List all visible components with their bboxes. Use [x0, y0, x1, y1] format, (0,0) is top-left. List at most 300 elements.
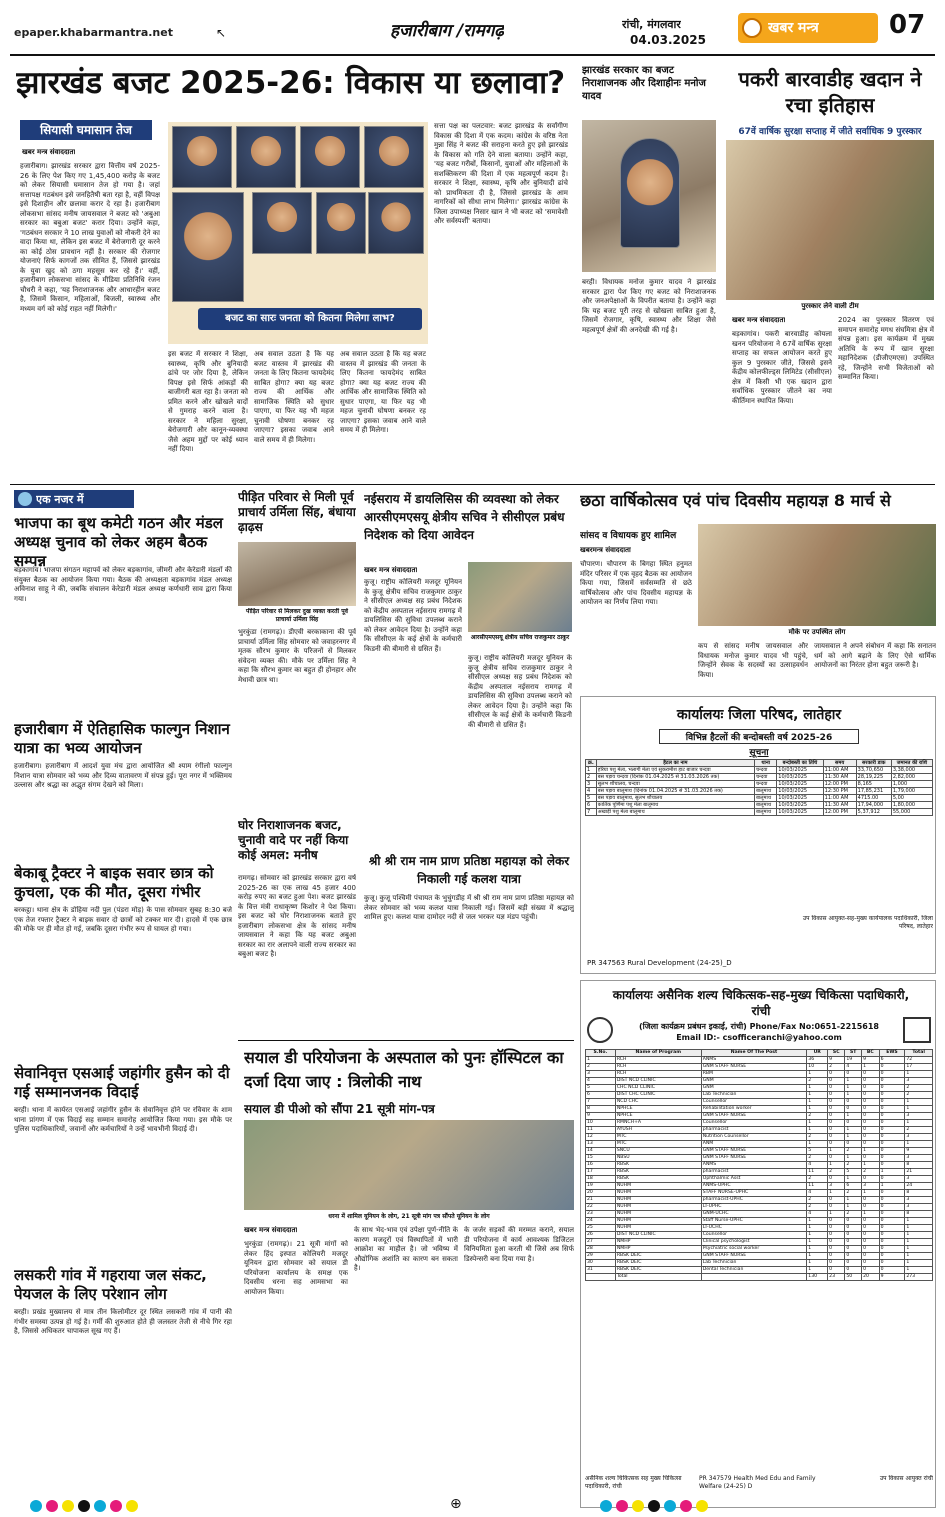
table-row [586, 1085, 933, 1092]
table-row [586, 1176, 933, 1183]
table-cell: 0 [879, 1106, 905, 1113]
table-cell: 30 [586, 1260, 616, 1267]
table-cell: NPHCE [615, 1106, 701, 1113]
table-cell: 0 [862, 1120, 880, 1127]
table-cell: 25 [586, 1225, 616, 1232]
table-cell: 1 [905, 1232, 933, 1239]
table-row [586, 1225, 933, 1232]
chhath-byline: खबरमन्त्र संवाददाता [580, 546, 631, 554]
table-cell: 0 [828, 1085, 845, 1092]
table-cell: 21 [586, 1197, 616, 1204]
table-cell: बालूमाथ [755, 802, 777, 809]
photo-caption-bar: बजट का सारः जनता को कितना मिलेगा लाभ? [198, 308, 422, 330]
table-row [586, 1204, 933, 1211]
table-cell: 9 [862, 1057, 880, 1064]
table-row [586, 795, 933, 802]
table-cell: 0 [845, 1071, 862, 1078]
table-header-cell: Name Of The Post [701, 1050, 807, 1057]
table-cell: 7 [586, 809, 597, 816]
table-cell: 2 [586, 774, 597, 781]
table-cell: 1 [862, 1190, 880, 1197]
table-cell: 0 [862, 1106, 880, 1113]
table-cell: 0 [879, 1113, 905, 1120]
notice2-email[interactable]: Email ID:- csofficeranchi@yahoo.com [676, 1033, 842, 1042]
table-cell: 8 [905, 1190, 933, 1197]
table-cell: 0 [862, 1218, 880, 1225]
table-cell: 1 [586, 767, 597, 774]
table-cell: 2 [905, 1085, 933, 1092]
notice-civil-surgeon [580, 980, 936, 1508]
table-header-cell: समय [823, 760, 856, 767]
politician-photo [172, 192, 244, 302]
table-cell: 0 [862, 1197, 880, 1204]
table-cell: 2 [807, 1078, 828, 1085]
lead-column-1: हजारीबाग। झारखंड सरकार द्वारा वित्तीय वर्ष 2025-26 के लिए पेश किए गए 1,45,400 करोड़ के बजट को लेकर सियासी घमासान तेज हो गया है। जहां सत्तापक्ष गठबंधन इसे जनहितैषी बता रहा है, वहीं विपक्ष इसे दिशाहीन और छलावा करार दे रहा है। हजारीबाग लोकसभा सांसद मनीष जायसवाल ने बजट को 'अबुआ सरकार का बबुआ बजट' करार दिया। उन्होंने कहा, 'गठबंधन सरकार ने 10 लाख युवाओं को नौकरी देने का वादा किया था, लेकिन इस बजट में बेरोजगारी दूर करने का कोई ठोस प्रावधान नहीं है। सरकार की रोजगार योजनाएं सिर्फ कागजों तक सीमित हैं, जिससे झारखंड के युवा खुद को ठगा महसूस कर रहे हैं।' वहीं, हजारीबाग लोकसभा सांसद के मीडिया प्रतिनिधि रंजन चौधरी ने कहा, 'यह निराशाजनक और आधारहीन बजट है, जिसमें किसान, महिलाओं, बिजली, स्वास्थ्य और मध्यम वर्ग को कोई राहत नहीं मिलेगी।' [20, 162, 160, 313]
table-cell: 0 [828, 1176, 845, 1183]
ek-nazar-tag [14, 490, 134, 508]
table-cell: 1 [807, 1218, 828, 1225]
table-cell: 1 [905, 1253, 933, 1260]
table-row [586, 1197, 933, 1204]
table-row [586, 1078, 933, 1085]
table-cell: 1 [807, 1239, 828, 1246]
table-cell: 21 [905, 1169, 933, 1176]
table-cell: 28,19,225 [856, 774, 891, 781]
table-cell: GNM STAFF NURSE [701, 1113, 807, 1120]
table-cell: 11 [807, 1169, 828, 1176]
table-cell: 1 [845, 1176, 862, 1183]
politician-photo [316, 192, 366, 254]
side-body: बरही। विधायक मनोज कुमार यादव ने झारखंड सरकार द्वारा पेश किए गए बजट को निराशाजनक और जनअपेक्षाओं के विपरीत बताया है। उन्होंने कहा कि यह बजट पूरी तरह से खोखला साबित हुआ है, जिसमें रोजगार, कृषि, स्वास्थ्य और शिक्षा जैसे महत्वपूर्ण क्षेत्रों की अनदेखी की गई है। [582, 278, 716, 334]
table-cell: 0 [879, 1225, 905, 1232]
table-cell: 1 [845, 1127, 862, 1134]
table-cell: 0 [879, 1197, 905, 1204]
pakri-headline: पकरी बारवाडीह खदान ने रचा इतिहास [738, 67, 922, 117]
table-cell: 20 [586, 1190, 616, 1197]
table-cell: 0 [879, 1232, 905, 1239]
table-cell: NCD CHC [615, 1099, 701, 1106]
table-row [586, 1113, 933, 1120]
notice1-subtitle: सूचना [749, 748, 769, 758]
table-cell: SNCU [615, 1148, 701, 1155]
table-cell: 6 [879, 1057, 905, 1064]
table-cell: 1 [807, 1085, 828, 1092]
table-cell: 4 [845, 1064, 862, 1071]
table-cell: 15 [586, 1155, 616, 1162]
table-cell: 0 [828, 1239, 845, 1246]
table-cell: RBM [701, 1071, 807, 1078]
table-cell: 0 [879, 1190, 905, 1197]
table-cell: 17,94,000 [856, 802, 891, 809]
table-cell: 2 [905, 1127, 933, 1134]
table-cell: 11:00 AM [823, 795, 856, 802]
table-cell: 10/03/2025 [777, 795, 823, 802]
notice-zila-parishad [580, 696, 936, 974]
table-cell: 0 [879, 1246, 905, 1253]
table-cell: 1 [845, 1155, 862, 1162]
table-cell: 1 [905, 1218, 933, 1225]
table-cell: 0 [828, 1260, 845, 1267]
table-cell: RBSK [615, 1176, 701, 1183]
table-cell: 0 [828, 1106, 845, 1113]
table-cell: Counsellor [701, 1099, 807, 1106]
table-cell: 0 [828, 1134, 845, 1141]
table-cell: 3 [905, 1113, 933, 1120]
table-cell: 9 [828, 1057, 845, 1064]
table-cell: RBSK DEIC [615, 1260, 701, 1267]
table-cell: अखाड़ी पशु मेला बालूमाथ [596, 809, 754, 816]
table-header-cell: SC [828, 1050, 845, 1057]
table-cell: 0 [828, 1099, 845, 1106]
side-story-manoj [580, 62, 720, 482]
table-cell: 1 [807, 1127, 828, 1134]
table-row [586, 1232, 933, 1239]
table-row [586, 1127, 933, 1134]
table-cell: 4 [807, 1211, 828, 1218]
table-cell: RCH [615, 1071, 701, 1078]
table-cell: 1 [905, 1225, 933, 1232]
nhm-logo-icon [903, 1017, 931, 1043]
table-cell: सुलभ शौचालय, चन्दवा [596, 781, 754, 788]
table-row [586, 1155, 933, 1162]
table-row [586, 1064, 933, 1071]
table-cell: 1 [845, 1092, 862, 1099]
table-cell: 1 [845, 1078, 862, 1085]
table-cell: 0 [862, 1092, 880, 1099]
table-cell: 4715.00 [856, 795, 891, 802]
table-cell: 2 [807, 1197, 828, 1204]
table-cell: 2 [845, 1190, 862, 1197]
table-cell: 23 [586, 1211, 616, 1218]
sayal-photo [244, 1120, 574, 1210]
politician-photo [368, 192, 424, 254]
table-row [586, 1141, 933, 1148]
table-cell: 72 [905, 1057, 933, 1064]
jharkhand-seal-icon [587, 1017, 613, 1043]
table-cell: 0 [879, 1267, 905, 1274]
table-cell: 11:00 AM [823, 767, 856, 774]
table-row [586, 1190, 933, 1197]
table-cell: 1 [905, 1071, 933, 1078]
table-cell: 0 [879, 1162, 905, 1169]
table-cell: 2 [807, 1176, 828, 1183]
table-cell: Dental Technician [701, 1267, 807, 1274]
table-cell: DIST NCD CLINIC [615, 1232, 701, 1239]
table-cell: 1,79,000 [891, 788, 932, 795]
table-header-cell: थाना [755, 760, 777, 767]
table-cell: 16 [586, 1162, 616, 1169]
table-cell: चन्दवा [755, 774, 777, 781]
notice1-office: कार्यालयः जिला परिषद, लातेहार [676, 707, 842, 723]
table-cell: 17 [586, 1169, 616, 1176]
urmila-headline: पीड़ित परिवार से मिली पूर्व प्राचार्य उर्मिला सिंह, बंधाया ढ़ाढ़स [238, 490, 356, 534]
table-cell: 1 [807, 1071, 828, 1078]
table-cell: DIST CHC CLINIC [615, 1092, 701, 1099]
table-row [586, 1057, 933, 1064]
table-cell: 0 [845, 1253, 862, 1260]
table-cell: 6 [586, 1092, 616, 1099]
table-cell: 1 [862, 1148, 880, 1155]
table-row [586, 1183, 933, 1190]
table-cell: 0 [862, 1071, 880, 1078]
table-cell: 18 [586, 1176, 616, 1183]
table-row [586, 809, 933, 816]
table-cell: 1 [905, 1120, 933, 1127]
chhath-photo [698, 524, 936, 626]
table-cell: Counsellor [701, 1232, 807, 1239]
table-row [586, 1260, 933, 1267]
table-cell: 0 [828, 1078, 845, 1085]
table-cell: 2 [828, 1169, 845, 1176]
table-cell: बस पड़ाव बालूमाथ, सुलभ शौचालय [596, 795, 754, 802]
table-cell: 1 [828, 1190, 845, 1197]
table-cell: 10/03/2025 [777, 774, 823, 781]
table-cell: 33,70,650 [856, 767, 891, 774]
lead-byline: खबर मन्त्र संवाददाता [22, 148, 76, 156]
table-cell: CHC NCD CLINIC [615, 1085, 701, 1092]
table-cell: 8 [586, 1106, 616, 1113]
table-cell: 10 [807, 1064, 828, 1071]
table-cell: 0 [879, 1204, 905, 1211]
table-cell: 22 [586, 1204, 616, 1211]
table-cell: 11 [807, 1183, 828, 1190]
table-cell: 7 [586, 1099, 616, 1106]
table-row [586, 1169, 933, 1176]
rajkumar-photo [468, 562, 572, 632]
table-cell: 0 [845, 1225, 862, 1232]
table-cell: 1 [828, 1162, 845, 1169]
table-cell: GNM [701, 1078, 807, 1085]
table-cell: 5 [586, 795, 597, 802]
table-cell: 12:00 PM [823, 809, 856, 816]
table-cell: 0 [879, 1260, 905, 1267]
politician-photo [252, 192, 312, 254]
lead-column-3: अब सवाल उठता है कि यह बजट वास्तव में झारखंड की जनता के लिए कितना फायदेमंद साबित होगा? क्या यह बजट राज्य की आर्थिक और सामाजिक स्थिति को सुधार पाएगा, या फिर यह भी महज चुनावी घोषणा बनकर रह जाएगा? इसका जवाब आने वाले समय में ही मिलेगा। [254, 350, 334, 444]
table-cell: 1 [879, 1183, 905, 1190]
table-row [586, 1274, 933, 1281]
table-cell: Total [615, 1274, 701, 1281]
table-cell: NUHM [615, 1183, 701, 1190]
crosshair-icon: ⊕ [450, 1496, 462, 1512]
brand-emblem-icon [742, 18, 762, 38]
table-cell: 0 [845, 1267, 862, 1274]
table-cell: 0 [845, 1239, 862, 1246]
lead-column-5: सत्ता पक्ष का पलटवार: बजट झारखंड के सर्वांगीण विकास की दिशा में एक कदम। कांग्रेस के वरिष्ठ नेता मुन्ना सिंह ने बजट की सराहना करते हुए इसे झारखंड के विकास को गति देने वाला बताया। उन्होंने कहा, 'यह बजट गरीबों, किसानों, युवाओं और महिलाओं के सशक्तिकरण की दिशा में एक महत्वपूर्ण कदम है। सरकार ने शिक्षा, स्वास्थ्य, कृषि और बुनियादी ढांचे को प्राथमिकता दी है, जिससे झारखंड के आम नागरिकों को सीधा लाभ मिलेगा।' झारखंड कांग्रेस के जिला उपाध्यक्ष निसार खान ने भी बजट को 'समावेशी और सर्वस्पर्शी' बताया। [434, 122, 568, 225]
table-cell: 0 [828, 1155, 845, 1162]
table-header-cell: जमानत की राशि [891, 760, 932, 767]
table-cell: 2 [807, 1155, 828, 1162]
table-cell: 4 [586, 788, 597, 795]
table-cell: 3 [905, 1155, 933, 1162]
manish-headline: घोर निराशाजनक बजट, चुनावी वादे पर नहीं किया कोई अमल: मनीष [238, 818, 349, 862]
table-cell: RBSK DEIC [615, 1267, 701, 1274]
urmila-caption: पीड़ित परिवार से मिलकर दुख व्यक्त करतीं पूर्व प्राचार्या उर्मिला सिंह [246, 608, 348, 623]
table-cell: STAFF NURSE-UPHC [701, 1190, 807, 1197]
table-cell: 1 [905, 1267, 933, 1274]
table-cell: 1 [905, 1099, 933, 1106]
tractor-body: बरकट्ठा। थाना क्षेत्र के डोहिया नदी पुल (पंडरा मोड़) के पास सोमवार सुबह 8:30 बजे एक तेज रफ्तार ट्रैक्टर ने बाइक सवार दो छात्रों को टक्कर मार दी। हादसे में एक छात्र की मौके पर ही मौत हो गई, जबकि दूसरा गंभीर रूप से घायल हो गया। [14, 906, 232, 933]
table-cell: 1,80,000 [891, 802, 932, 809]
table-cell: DIST NCD CLINIC [615, 1078, 701, 1085]
table-cell: 14 [586, 1148, 616, 1155]
table-cell: 0 [828, 1120, 845, 1127]
pakri-subhead: 67वें वार्षिक सुरक्षा सप्ताह में जीते सर्वाधिक 9 पुरस्कार [738, 127, 922, 137]
lead-column-4: अब सवाल उठता है कि यह बजट वास्तव में झारखंड की जनता के लिए कितना फायदेमंद साबित होगा? क्या यह बजट राज्य की आर्थिक और सामाजिक स्थिति को सुधार पाएगा, या फिर यह भी महज चुनावी घोषणा बनकर रह जाएगा? इसका जवाब आने वाले समय में ही मिलेगा। [340, 350, 426, 434]
table-header-cell: सरकारी डाक [856, 760, 891, 767]
table-header-cell: हैटल का नाम [596, 760, 754, 767]
table-cell: 0 [828, 1246, 845, 1253]
table-cell: 1 [807, 1106, 828, 1113]
table-cell: 1 [807, 1120, 828, 1127]
table-cell: 1 [807, 1232, 828, 1239]
table-cell: 23 [828, 1274, 845, 1281]
table-cell: 1 [905, 1260, 933, 1267]
table-cell: 2 [586, 1064, 616, 1071]
table-cell: बालूमाथ [755, 795, 777, 802]
table-cell: pharmacist-UPHC [701, 1197, 807, 1204]
table-cell: NUHM [615, 1211, 701, 1218]
table-cell: RBSK [615, 1162, 701, 1169]
retire-headline: सेवानिवृत्त एसआई जहांगीर हुसैन को दी गई सम्मानजनक विदाई [14, 1064, 230, 1101]
table-cell: RBSK [615, 1169, 701, 1176]
chhath-headline: छठा वार्षिकोत्सव एवं पांच दिवसीय महायज्ञ 8 मार्च से [580, 491, 891, 510]
table-cell: 17 [905, 1064, 933, 1071]
table-cell: 0 [828, 1197, 845, 1204]
table-header-cell: Total [905, 1050, 933, 1057]
table-row [586, 1253, 933, 1260]
dialysis-byline: खबर मन्त्र संवाददाता [364, 566, 418, 574]
table-cell [586, 1274, 616, 1281]
table-cell: 0 [879, 1148, 905, 1155]
table-cell: 1 [845, 1197, 862, 1204]
globe-icon [18, 492, 32, 506]
table-row [586, 788, 933, 795]
sayal-caption: धरना में शामिल यूनियन के लोग, 21 सूत्री मांग पत्र सौंपते यूनियन के लोग [328, 1213, 490, 1220]
table-row [586, 1092, 933, 1099]
notice1-table-wrap [585, 759, 933, 905]
table-cell: NMHP [615, 1239, 701, 1246]
table-cell: 1 [807, 1141, 828, 1148]
table-row [586, 1120, 933, 1127]
ram-body: कुजू। कुजू पश्चिमी पंचायत के भुचुंगडीह में श्री श्री राम नाम प्राण प्रतिष्ठा महायज्ञ को लेकर सोमवार को भव्य कलश यात्रा निकाली गई। जिसमें बड़ी संख्या में श्रद्धालु शामिल हुए। कलश यात्रा दामोदर नदी से जल भरकर यज्ञ मंडप पहुंची। [364, 894, 574, 921]
table-cell: 24 [905, 1183, 933, 1190]
table-cell: 0 [862, 1141, 880, 1148]
table-cell: 0 [828, 1225, 845, 1232]
table-cell: 3 [905, 1176, 933, 1183]
table-cell: 3 [586, 1071, 616, 1078]
table-cell: NUHM [615, 1190, 701, 1197]
table-cell: ANMS [701, 1057, 807, 1064]
table-cell: 0 [862, 1232, 880, 1239]
table-cell: 0 [845, 1141, 862, 1148]
table-cell: GNM STAFF NURSE [701, 1155, 807, 1162]
table-cell: 9 [905, 1148, 933, 1155]
table-cell: 0 [828, 1218, 845, 1225]
table-cell: 2 [845, 1148, 862, 1155]
table-cell: 1 [862, 1211, 880, 1218]
registration-dots-left [30, 1497, 142, 1516]
table-cell: 4 [586, 1078, 616, 1085]
notice2-table [585, 1049, 933, 1281]
notice2-footer-left: असैनिक शल्य चिकित्सक सह मुख्य चिकित्सा पदाधिकारी, रांची [585, 1475, 682, 1490]
table-cell: GNM-UCHC [701, 1211, 807, 1218]
table-cell: 1 [862, 1064, 880, 1071]
table-cell: 0 [845, 1099, 862, 1106]
page-number: 07 [889, 10, 926, 40]
table-cell: 29 [586, 1253, 616, 1260]
table-cell: 0 [879, 1253, 905, 1260]
table-cell: 1 [905, 1141, 933, 1148]
table-cell: 0 [845, 1106, 862, 1113]
table-cell: 0 [879, 1239, 905, 1246]
table-cell: 28 [586, 1246, 616, 1253]
table-cell: GNM STAFF NURSE [701, 1253, 807, 1260]
table-cell: RBSK DEIC [615, 1253, 701, 1260]
chhath-body-3: जायसवाल ने अपने संबोधन में कहा कि सनातन धर्म को आगे बढ़ाने के लिए ऐसे धार्मिक आयोजनों का निरंतर होना बहुत जरूरी है। [814, 642, 936, 669]
table-cell: 0 [879, 1085, 905, 1092]
table-cell: 1 [807, 1253, 828, 1260]
table-cell: 0 [879, 1120, 905, 1127]
table-cell: Counsellor [701, 1120, 807, 1127]
hrule [238, 1040, 574, 1041]
table-row [586, 1134, 933, 1141]
brand-logo [738, 13, 878, 43]
lead-kicker: सियासी घमासान तेज [20, 120, 152, 140]
table-header-cell: BC [862, 1050, 880, 1057]
table-cell: बालूमाथ [755, 809, 777, 816]
table-cell: 10/03/2025 [777, 802, 823, 809]
lead-story [10, 60, 570, 478]
table-cell: 17,85,231 [856, 788, 891, 795]
table-row [586, 1239, 933, 1246]
sayal-headline: सयाल डी परियोजना के अस्पताल को पुनः हॉस्पिटल का दर्जा दिया जाए : त्रिलोकी नाथ [244, 1048, 564, 1091]
table-cell: 0 [879, 1078, 905, 1085]
ram-headline: श्री श्री राम नाम प्राण प्रतिष्ठा महायज्ञ को लेकर निकाली गई कलश यात्रा [368, 854, 570, 886]
table-cell: Staff Nurse-UPHC [701, 1218, 807, 1225]
table-cell: 8,165 [856, 781, 891, 788]
table-cell: 0 [845, 1246, 862, 1253]
tractor-headline: बेकाबू ट्रैक्टर ने बाइक सवार छात्र को कुचला, एक की मौत, दूसरा गंभीर [14, 864, 214, 901]
table-cell: 1 [586, 1057, 616, 1064]
cursor-icon: ↖ [216, 26, 227, 40]
epaper-url[interactable]: epaper.khabarmantra.net [14, 26, 173, 39]
table-cell: 0 [879, 1099, 905, 1106]
chhath-caption: मौके पर उपस्थित लोग [788, 628, 846, 636]
dialysis-headline: नईसराय में डायलिसिस की व्यवस्था को लेकर आरसीएमएसयू क्षेत्रीय सचिव ने सीसीएल प्रबंध निदेशक को दिया आवेदन [364, 492, 565, 542]
table-cell: GNM STAFF NURSE [701, 1064, 807, 1071]
tag-label: एक नजर में [36, 493, 84, 506]
table-cell: 0 [828, 1204, 845, 1211]
table-row [586, 767, 933, 774]
retire-body: बरही। थाना में कार्यरत एसआई जहांगीर हुसैन के सेवानिवृत्त होने पर रविवार के शाम थाना प्रांगण में एक विदाई सह सम्मान समारोह आयोजित किया गया। इस मौके पर पुलिस पदाधिकारियों, जवानों और कर्मचारियों ने उन्हें भावभीनी विदाई दी। [14, 1106, 232, 1133]
table-cell: 0 [828, 1113, 845, 1120]
chhath-body-1: चौपारण। चौपारण के बिगहा स्थित हनुमत मंदिर परिसर में एक वृहद बैठक का आयोजन किया गया, जिसमें सर्वसम्मति से छठे वार्षिकोत्सव और पांच दिवसीय महायज्ञ के आयोजन का निर्णय लिया गया। [580, 560, 692, 606]
table-cell: MTC [615, 1134, 701, 1141]
table-cell: 0 [862, 1113, 880, 1120]
table-cell: 2 [828, 1064, 845, 1071]
table-cell: चन्दवा [755, 767, 777, 774]
table-header-cell: UR [807, 1050, 828, 1057]
table-cell: 1 [807, 1099, 828, 1106]
table-cell: pharmacist [701, 1127, 807, 1134]
table-cell: 1 [845, 1085, 862, 1092]
dialysis-caption: आरसीएमएसयू क्षेत्रीय सचिव राजकुमार ठाकुर [470, 634, 570, 641]
table-header-cell: बन्दोबस्ती का तिथि [777, 760, 823, 767]
table-cell: 1 [807, 1246, 828, 1253]
table-cell: 11:30 AM [823, 802, 856, 809]
table-cell: 1 [845, 1134, 862, 1141]
table-cell: NUHM [615, 1218, 701, 1225]
